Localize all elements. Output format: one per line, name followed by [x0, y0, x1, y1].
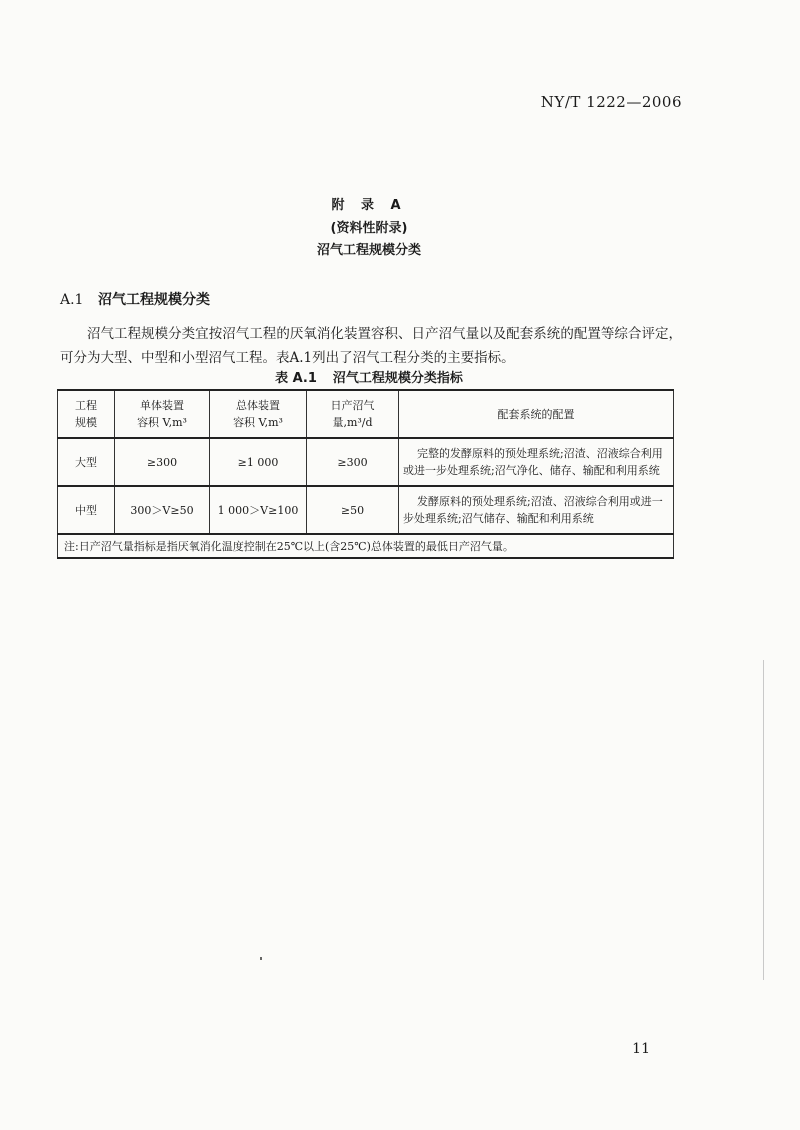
annex-label: 附 录 A: [331, 198, 407, 213]
total-volume-cell: ≥1 000: [210, 438, 307, 486]
scale-classification-table: [57, 389, 674, 559]
system-config-cell: 完整的发酵原料的预处理系统;沼渣、沼液综合利用或进一步处理系统;沼气净化、储存、输配和利用系统: [399, 438, 674, 486]
system-config-cell: 发酵原料的预处理系统;沼渣、沼液综合利用或进一步处理系统;沼气储存、输配和利用系统: [399, 486, 674, 534]
section-title: 沼气工程规模分类: [98, 292, 210, 308]
table-header-row: [58, 390, 674, 438]
header-cell: 总体装置 容积 V,m³: [210, 390, 307, 438]
header-cell: 配套系统的配置: [399, 390, 674, 438]
table-caption-title: 沼气工程规模分类指标: [332, 371, 463, 386]
scale-cell: 中型: [58, 486, 115, 534]
section-number: A.1: [60, 292, 84, 308]
header-cell: 日产沼气 量,m³/d: [307, 390, 399, 438]
single-volume-cell: ≥300: [115, 438, 210, 486]
annex-type: (资料性附录): [330, 221, 408, 236]
section-heading: [60, 289, 210, 309]
table-row: [58, 438, 674, 486]
section-paragraph: 沼气工程规模分类宜按沼气工程的厌氧消化装置容积、日产沼气量以及配套系统的配置等综合评定，可分为大型、中型和小型沼气工程。表A.1列出了沼气工程分类的主要指标。: [60, 326, 682, 366]
table-caption: [0, 367, 738, 386]
daily-gas-cell: ≥50: [307, 486, 399, 534]
standard-code: NY/T 1222—2006: [540, 93, 682, 111]
scale-cell: 大型: [58, 438, 115, 486]
header-cell: 单体装置 容积 V,m³: [115, 390, 210, 438]
page-number: 11: [632, 1041, 650, 1057]
header-cell: 工程 规模: [58, 390, 115, 438]
table-note-row: [58, 534, 674, 558]
scan-speck: [260, 957, 262, 960]
single-volume-cell: 300＞V≥50: [115, 486, 210, 534]
total-volume-cell: 1 000＞V≥100: [210, 486, 307, 534]
table-row: [58, 486, 674, 534]
table-caption-number: 表 A.1: [275, 371, 317, 386]
annex-title: 沼气工程规模分类: [316, 243, 421, 258]
daily-gas-cell: ≥300: [307, 438, 399, 486]
scan-edge-line: [763, 660, 764, 980]
table-note: 注:日产沼气量指标是指厌氧消化温度控制在25℃以上(含25℃)总体装置的最低日产沼气量。: [58, 534, 674, 558]
